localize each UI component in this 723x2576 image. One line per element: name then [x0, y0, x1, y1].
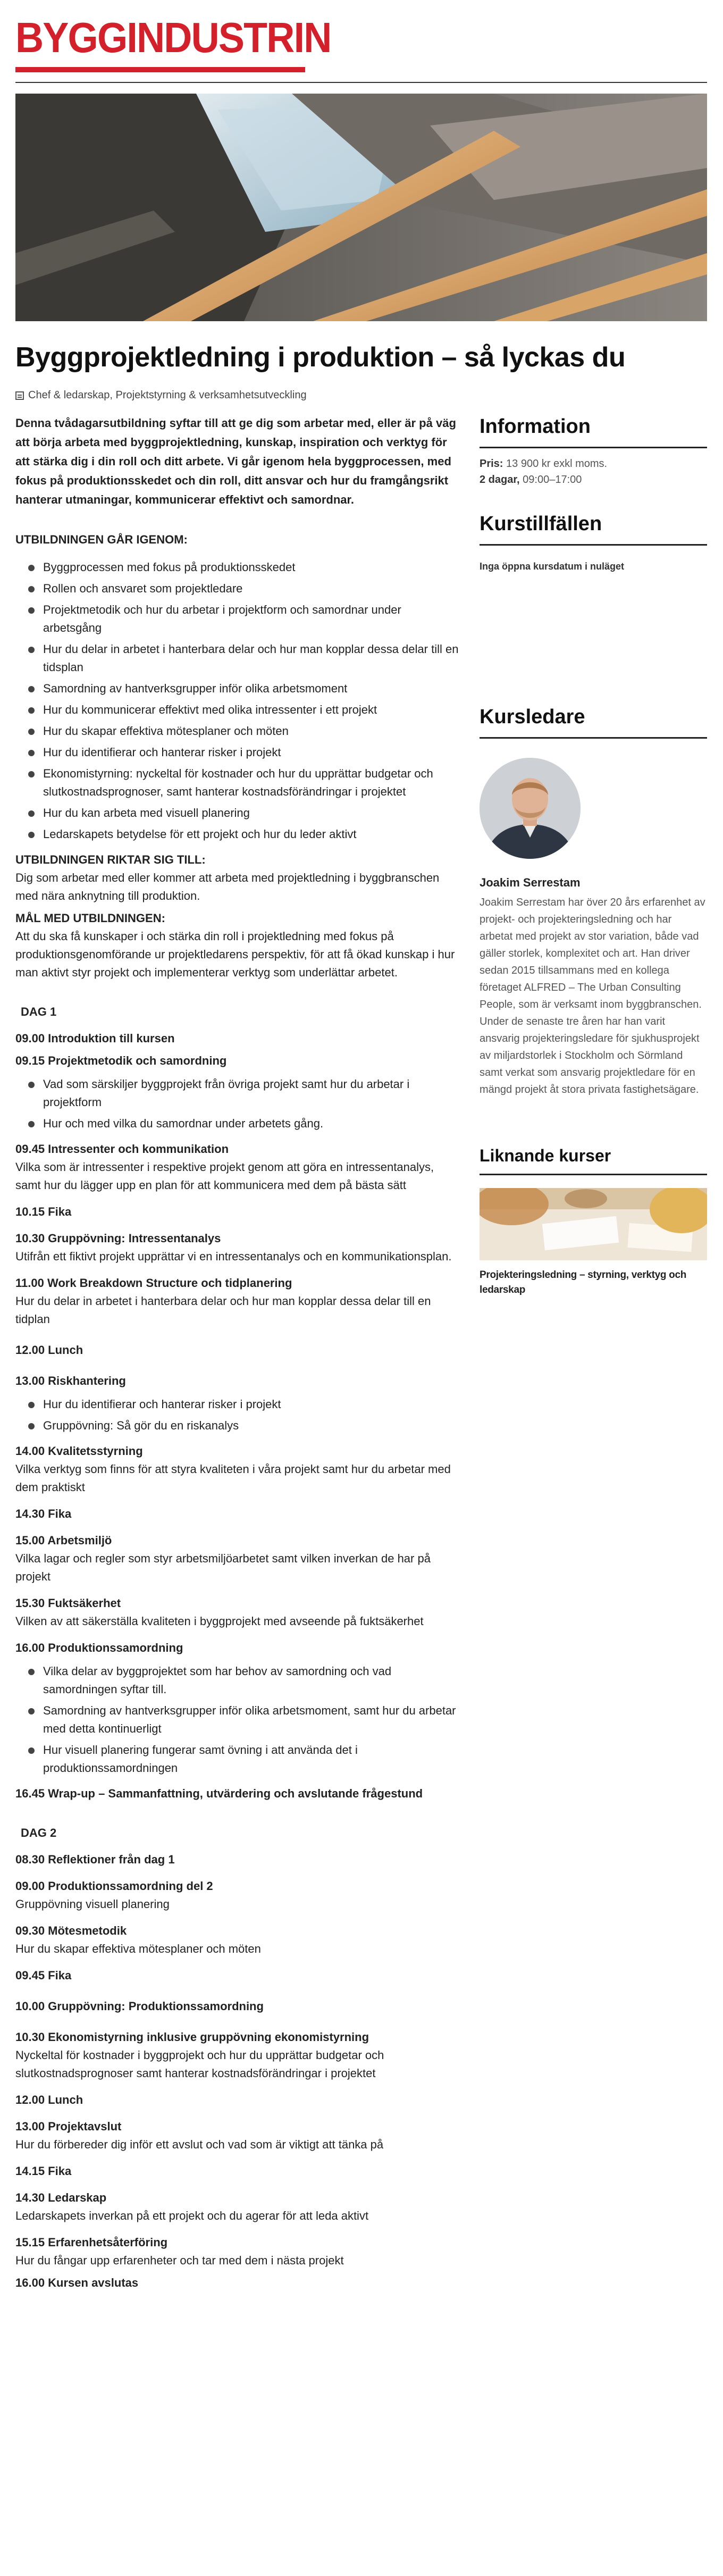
schedule-item: 13.00 Projektavslut [15, 2120, 122, 2133]
schedule-item: 14.00 Kvalitetsstyrning [15, 1444, 143, 1458]
list-item: Projektmetodik och hur du arbetar i projektform och samordnar under arbetsgång [27, 601, 462, 637]
schedule-item: 09.45 Intressenter och kommunikation [15, 1142, 229, 1156]
schedule-text: Utifrån ett fiktivt projekt upprättar vi en intressentanalys och en kommunikationsplan. [15, 1250, 452, 1263]
schedule-text: Nyckeltal för kostnader i byggprojekt och hur du upprättar budgetar och slutkostnadsprognoser samt hanterar kostnadsförändringar i projektet [15, 2048, 384, 2080]
schedule-item: 15.15 Erfarenhetsåterföring [15, 2236, 168, 2249]
schedule-item: 09.00 Produktionssamordning del 2 [15, 1879, 213, 1893]
list-item: Hur du identifierar och hanterar risker i projekt [27, 1395, 462, 1414]
schedule-item: 09.00 Introduktion till kursen [15, 1032, 175, 1045]
schedule-item: 16.00 Produktionssamordning [15, 1641, 183, 1654]
topics-heading: UTBILDNINGEN GÅR IGENOM: [15, 533, 188, 546]
category-line [15, 389, 307, 402]
schedule-item: 16.00 Kursen avslutas [15, 2276, 139, 2289]
list-item: Vilka delar av byggprojektet som har behov av samordning och vad samordningen syftar till. [27, 1662, 462, 1699]
schedule-item: 11.00 Work Breakdown Structure och tidplanering [15, 1276, 292, 1290]
day2-heading: DAG 2 [21, 1826, 57, 1839]
folder-icon [15, 391, 24, 400]
logo-underline [15, 67, 305, 72]
list-item: Hur du kommunicerar effektivt med olika intressenter i ett projekt [27, 701, 462, 719]
topics-list [15, 558, 462, 843]
goal-text: Att du ska få kunskaper i och stärka din roll i projektledning med fokus på produktionsgenomförande ur projektledarens perspektiv, för att få ökad kunskap i hur man aktivt styr projekt och implementerar verktyg som underlättar arbetet. [15, 930, 455, 979]
day1-heading: DAG 1 [21, 1005, 57, 1018]
list-item: Hur du skapar effektiva mötesplaner och möten [27, 722, 462, 740]
schedule-item: 14.30 Fika [15, 1507, 72, 1520]
lead-paragraph: Denna tvådagarsutbildning syftar till att ge dig som arbetar med, eller är på väg att börja arbeta med byggprojektledning, kunskap, inspiration och verktyg för att stärka dig i din roll och ditt arbete. Vi går igenom hela byggprocessen, med fokus på produktionsskedet och din roll, ditt ansvar och hur du framgångsrikt hanterar utmaningar, kommunicerar effektivt och samordnar. [15, 416, 456, 506]
schedule-text: Vilka som är intressenter i respektive projekt genom att göra en intressentanalys, samt hur du lägger upp en plan för att kommunicera med dem på bästa sätt [15, 1160, 434, 1192]
site-header [15, 10, 707, 84]
price-label: Pris: [480, 458, 503, 470]
article-body [15, 414, 462, 2292]
list-item: Byggprocessen med fokus på produktionsskedet [27, 558, 462, 576]
audience-heading: UTBILDNINGEN RIKTAR SIG TILL: [15, 853, 206, 866]
schedule-text: Gruppövning visuell planering [15, 1897, 170, 1911]
schedule-item: 14.15 Fika [15, 2164, 72, 2178]
schedule-item: 08.30 Reflektioner från dag 1 [15, 1853, 175, 1866]
leader-heading: Kursledare [480, 704, 707, 739]
schedule-sublist [15, 1395, 462, 1435]
schedule-item: 15.00 Arbetsmiljö [15, 1534, 112, 1547]
list-item: Hur du delar in arbetet i hanterbara delar och hur man kopplar dessa delar till en tidsplan [27, 640, 462, 676]
schedule-text: Hur du förbereder dig inför ett avslut och vad som är viktigt att tänka på [15, 2138, 384, 2151]
schedule-sublist [15, 1075, 462, 1133]
schedule-item: 09.15 Projektmetodik och samordning [15, 1054, 227, 1067]
price-value: 13 900 kr exkl moms. [503, 458, 608, 470]
hero-photo-illustration [15, 94, 707, 321]
list-item: Vad som särskiljer byggprojekt från övriga projekt samt hur du arbetar i projektform [27, 1075, 462, 1111]
schedule-item: 09.30 Mötesmetodik [15, 1924, 127, 1937]
schedule-item: 12.00 Lunch [15, 2093, 83, 2106]
price-line [480, 456, 707, 488]
sessions-text: Inga öppna kursdatum i nuläget [480, 561, 625, 572]
info-heading: Information [480, 414, 707, 448]
sessions-heading: Kurstillfällen [480, 511, 707, 546]
schedule-sublist [15, 1662, 462, 1777]
list-item: Ledarskapets betydelse för ett projekt och hur du leder aktivt [27, 825, 462, 843]
schedule-item: 10.30 Ekonomistyrning inklusive gruppövning ekonomistyrning [15, 2030, 369, 2044]
page-title: Byggprojektledning i produktion – så lyckas du [15, 342, 626, 373]
list-item: Rollen och ansvaret som projektledare [27, 580, 462, 598]
leader-bio: Joakim Serrestam har över 20 års erfarenhet av projekt- och projekteringsledning och har arbetat med projekt av stor variation, både vad gäller storlek, komplexitet och art. Han driver sedan 2015 tillsammans med en kollega företaget ALFRED – The Urban Consulting People, som är verksamt inom byggbranschen. Under de senaste tre åren har han varit ansvarig projekteringsledare för sjukhusprojekt av miljardstorlek i Stockholm och Sörmland samt verkat som ansvarig projektledare för en mängd projekt åt stora privata fastighetsägare. [480, 897, 705, 1095]
audience-text: Dig som arbetar med eller kommer att arbeta med projektledning i byggbranschen med nära anknytning till produktion. [15, 871, 440, 902]
schedule-item: 13.00 Riskhantering [15, 1374, 126, 1387]
duration-label: 2 dagar, [480, 474, 520, 486]
schedule-item: 10.30 Gruppövning: Intressentanalys [15, 1232, 221, 1245]
schedule-text: Vilken av att säkerställa kvaliteten i byggprojekt med avseende på fuktsäkerhet [15, 1615, 424, 1628]
list-item: Samordning av hantverksgrupper inför olika arbetsmoment [27, 680, 462, 698]
list-item: Ekonomistyrning: nyckeltal för kostnader och hur du upprättar budgetar och slutkostnadsprognoser, samt hanterar kostnadsförändringar i projektet [27, 765, 462, 801]
schedule-text: Vilka verktyg som finns för att styra kvaliteten i våra projekt samt hur du arbetar med dem praktiskt [15, 1462, 451, 1494]
leader-name: Joakim Serrestam [480, 876, 581, 889]
similar-heading: Liknande kurser [480, 1143, 707, 1175]
sidebar [480, 414, 707, 1298]
hero-image [15, 94, 707, 321]
list-item: Hur och med vilka du samordnar under arbetets gång. [27, 1115, 462, 1133]
avatar-portrait [480, 758, 581, 859]
schedule-text: Hur du delar in arbetet i hanterbara delar och hur man kopplar dessa delar till en tidplan [15, 1294, 431, 1326]
list-item: Gruppövning: Så gör du en riskanalys [27, 1417, 462, 1435]
schedule-text: Hur du skapar effektiva mötesplaner och möten [15, 1942, 261, 1955]
schedule-text: Ledarskapets inverkan på ett projekt och du agerar för att leda aktivt [15, 2209, 369, 2222]
list-item: Samordning av hantverksgrupper inför olika arbetsmoment, samt hur du arbetar med detta kontinuerligt [27, 1702, 462, 1738]
category-links[interactable]: Chef & ledarskap, Projektstyrning & verksamhetsutveckling [28, 389, 307, 401]
schedule-item: 10.15 Fika [15, 1205, 72, 1218]
schedule-item: 10.00 Gruppövning: Produktionssamordning [15, 2000, 264, 2013]
schedule-item: 09.45 Fika [15, 1969, 72, 1982]
leader-avatar [480, 758, 581, 859]
schedule-item: 12.00 Lunch [15, 1343, 83, 1357]
list-item: Hur du identifierar och hanterar risker i projekt [27, 743, 462, 762]
schedule-text: Vilka lagar och regler som styr arbetsmiljöarbetet samt vilken inverkan de har på projekt [15, 1552, 431, 1583]
site-logo[interactable]: BYGGINDUSTRIN [15, 14, 331, 61]
schedule-item: 14.30 Ledarskap [15, 2191, 107, 2204]
duration-value: 09:00–17:00 [519, 474, 582, 486]
list-item: Hur du kan arbeta med visuell planering [27, 804, 462, 822]
list-item: Hur visuell planering fungerar samt övning i att använda det i produktionssamordningen [27, 1741, 462, 1777]
schedule-item: 15.30 Fuktsäkerhet [15, 1596, 121, 1610]
goal-heading: MÅL MED UTBILDNINGEN: [15, 911, 165, 925]
similar-course-image[interactable] [480, 1188, 707, 1260]
header-divider [15, 82, 707, 83]
similar-course-photo [480, 1188, 707, 1260]
similar-course-title[interactable]: Projekteringsledning – styrning, verktyg och ledarskap [480, 1269, 687, 1295]
schedule-text: Hur du fångar upp erfarenheter och tar med dem i nästa projekt [15, 2254, 344, 2267]
schedule-item: 16.45 Wrap-up – Sammanfattning, utvärdering och avslutande frågestund [15, 1787, 423, 1800]
